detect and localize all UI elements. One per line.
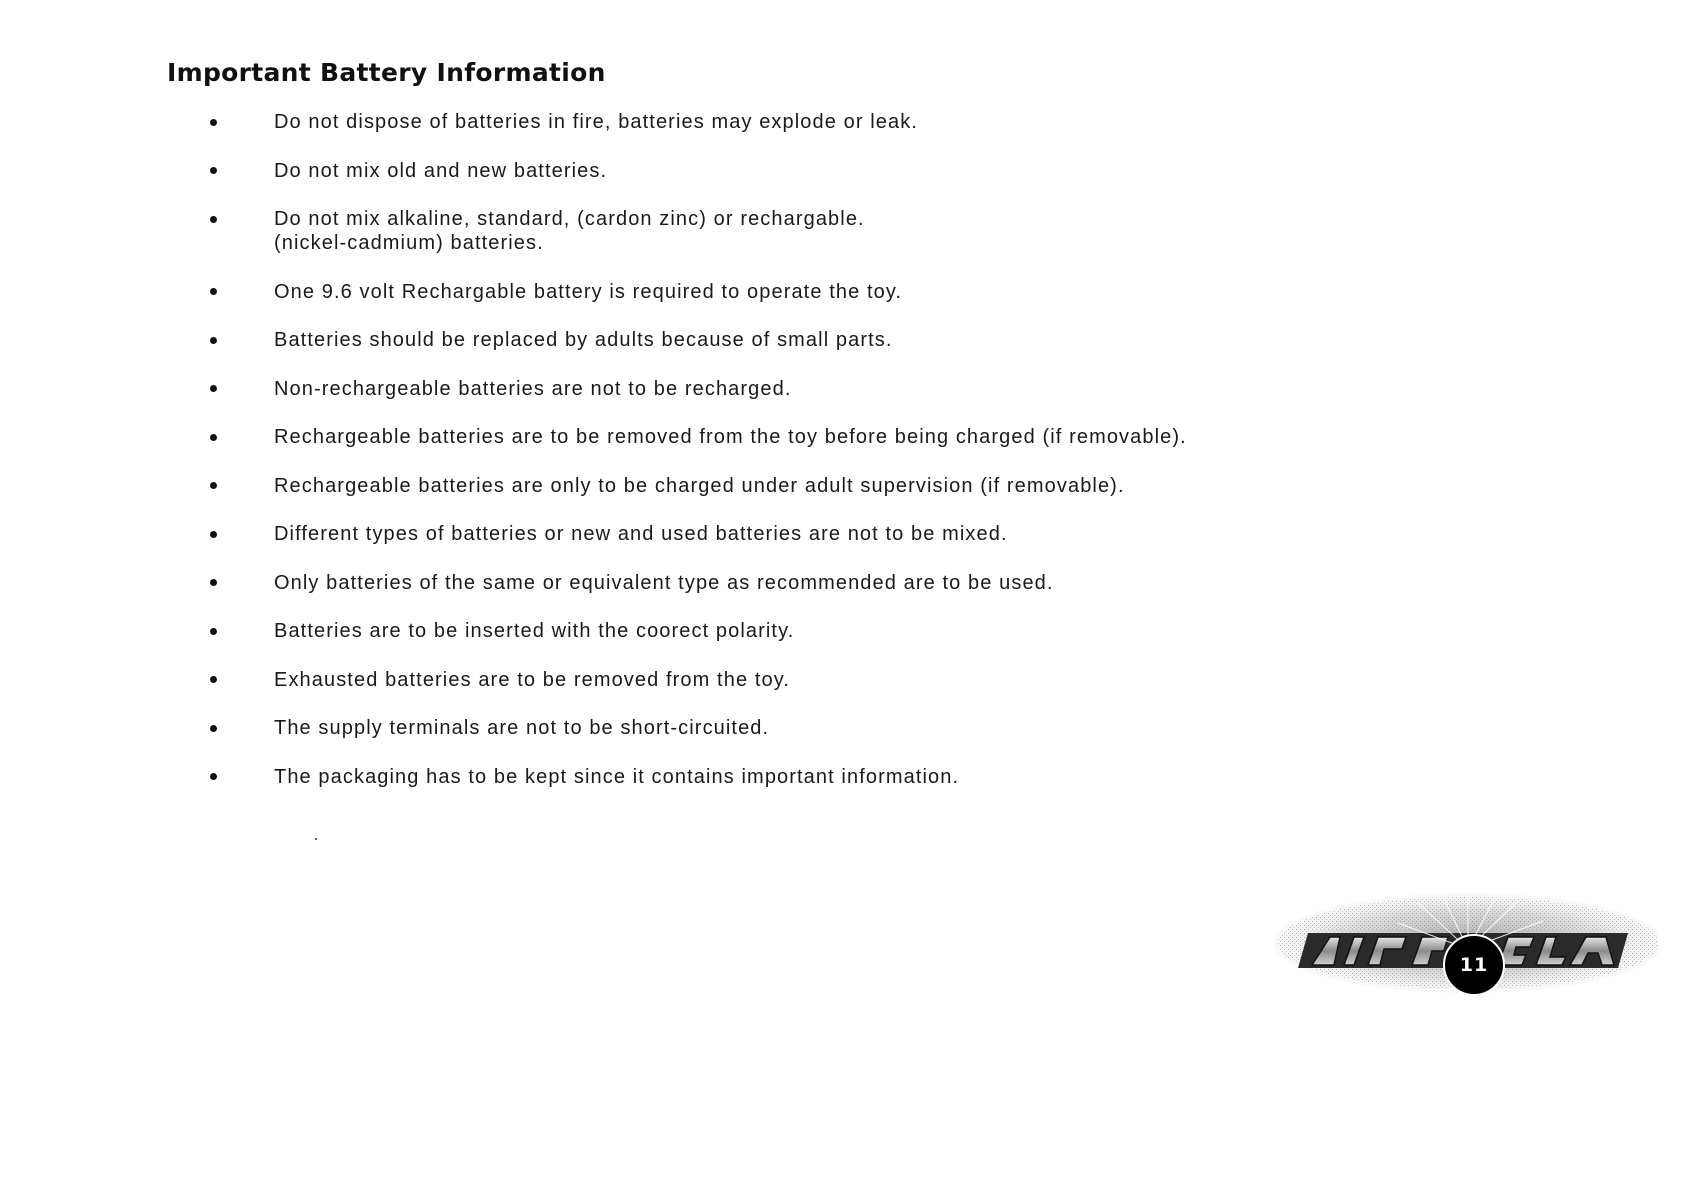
- page-number-badge: 11: [1443, 934, 1505, 996]
- list-item: [210, 377, 1310, 401]
- list-item: [210, 571, 1310, 595]
- list-item: [210, 619, 1310, 643]
- bullet-icon: [210, 522, 222, 546]
- bullet-icon: [210, 159, 222, 183]
- bullet-icon: [210, 207, 222, 231]
- bullet-icon: [210, 474, 222, 498]
- list-item-text: Do not mix old and new batteries.: [274, 159, 608, 182]
- bullet-icon: [210, 280, 222, 304]
- stray-mark: [315, 838, 317, 840]
- list-item-text: Batteries are to be inserted with the coorect polarity.: [274, 620, 795, 642]
- list-item: [210, 328, 1310, 352]
- list-item: [210, 474, 1310, 498]
- list-item-text: Non-rechargeable batteries are not to be recharged.: [274, 377, 792, 400]
- bullet-icon: [210, 110, 222, 134]
- list-item-text: Do not dispose of batteries in fire, batteries may explode or leak.: [274, 111, 919, 133]
- list-item-text: Batteries should be replaced by adults because of small parts.: [274, 329, 893, 351]
- list-item-text: Exhausted batteries are to be removed from the toy.: [274, 668, 790, 691]
- bullet-icon: [210, 425, 222, 449]
- bullet-icon: [210, 716, 222, 740]
- list-item: [210, 110, 1310, 134]
- list-item-text: Only batteries of the same or equivalent type as recommended are to be used.: [274, 571, 1054, 594]
- bullet-icon: [210, 765, 222, 789]
- list-item-text: One 9.6 volt Rechargable battery is required to operate the toy.: [274, 280, 903, 303]
- list-item: [210, 425, 1310, 449]
- list-item-text: Rechargeable batteries are to be removed from the toy before being charged (if removable).: [274, 426, 1187, 448]
- list-item: [210, 159, 1310, 183]
- battery-info-list: [210, 110, 1310, 813]
- bullet-icon: [210, 328, 222, 352]
- list-item: [210, 668, 1310, 692]
- list-item: [210, 716, 1310, 740]
- bullet-icon: [210, 377, 222, 401]
- list-item-text: Different types of batteries or new and used batteries are not to be mixed.: [274, 523, 1008, 545]
- list-item-text: The packaging has to be kept since it contains important information.: [274, 765, 960, 788]
- page-title: Important Battery Information: [167, 58, 606, 87]
- list-item: [210, 280, 1310, 304]
- list-item-text: Do not mix alkaline, standard, (cardon zinc) or rechargable. (nickel-cadmium) batteries.: [274, 208, 865, 254]
- bullet-icon: [210, 619, 222, 643]
- list-item: [210, 207, 1310, 255]
- list-item: [210, 765, 1310, 789]
- bullet-icon: [210, 571, 222, 595]
- list-item-text: Rechargeable batteries are only to be charged under adult supervision (if removable).: [274, 474, 1125, 497]
- list-item-text: The supply terminals are not to be short-circuited.: [274, 717, 770, 739]
- bullet-icon: [210, 668, 222, 692]
- list-item: [210, 522, 1310, 546]
